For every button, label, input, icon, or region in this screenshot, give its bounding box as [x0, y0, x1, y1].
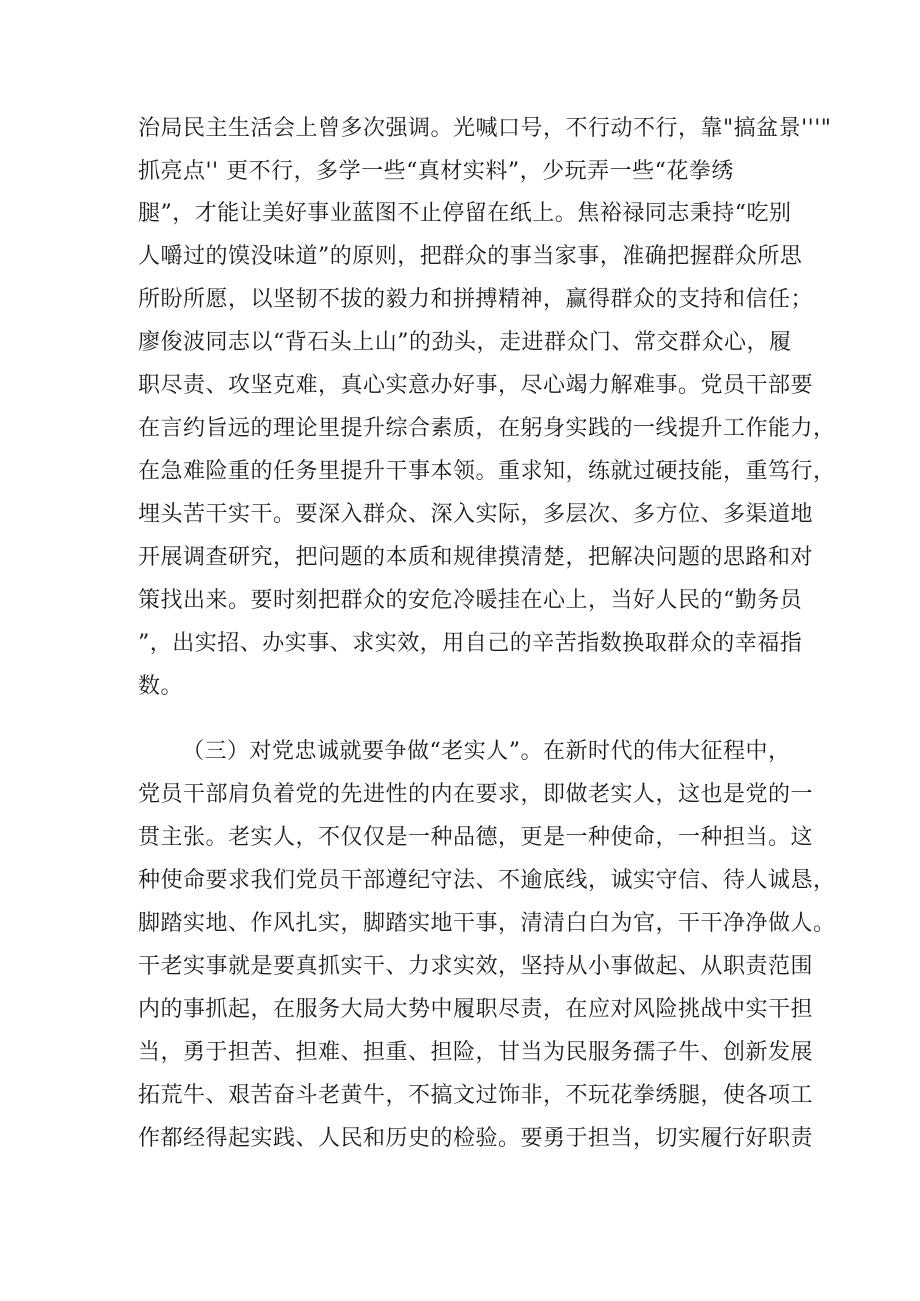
text-line: 所盼所愿，以坚韧不拔的毅力和拼搏精神，赢得群众的支持和信任； — [138, 287, 814, 312]
text-line: 种使命要求我们党员干部遵纪守法、不逾底线，诚实守信、待人诚恳， — [138, 868, 836, 893]
text-line: 在言约旨远的理论里提升综合素质，在躬身实践的一线提升工作能力， — [138, 416, 836, 441]
text-line: 作都经得起实践、人民和历史的检验。要勇于担当，切实履行好职责 — [138, 1126, 814, 1151]
text-line: 廖俊波同志以“背石头上山”的劲头，走进群众门、常交群众心，履 — [138, 330, 792, 355]
text-line: 数。 — [138, 674, 184, 699]
text-line: 腿”，才能让美好事业蓝图不止停留在纸上。焦裕禄同志秉持“吃别 — [138, 201, 792, 226]
text-line: 策找出来。要时刻把群众的安危冷暖挂在心上，当好人民的“勤务员 — [138, 588, 803, 613]
text-line: 职尽责、攻坚克难，真心实意办好事，尽心竭力解难事。党员干部要 — [138, 373, 814, 398]
section-heading-line: （三）对党忠诚就要争做“老实人”。在新时代的伟大征程中， — [182, 739, 791, 764]
text-line: 党员干部肩负着党的先进性的内在要求，即做老实人，这也是党的一 — [138, 782, 814, 807]
text-line: 开展调查研究，把问题的本质和规律摸清楚，把解决问题的思路和对 — [138, 545, 814, 570]
text-line: 抓亮点'' 更不行，多学一些“真材实料”，少玩弄一些“花拳绣 — [138, 159, 734, 184]
text-line: 干老实事就是要真抓实干、力求实效，坚持从小事做起、从职责范围 — [138, 954, 814, 979]
text-line: 埋头苦干实干。要深入群众、深入实际，多层次、多方位、多渠道地 — [138, 502, 814, 527]
text-line: 内的事抓起，在服务大局大势中履职尽责，在应对风险挑战中实干担 — [138, 997, 814, 1022]
text-line: 脚踏实地、作风扎实，脚踏实地干事，清清白白为官，干干净净做人。 — [138, 911, 836, 936]
text-line: ”，出实招、办实事、求实效，用自己的辛苦指数换取群众的幸福指 — [138, 631, 803, 656]
text-line: 人嚼过的馍没味道”的原则，把群众的事当家事，准确把握群众所思 — [138, 244, 803, 269]
text-line: 贯主张。老实人，不仅仅是一种品德，更是一种使命，一种担当。这 — [138, 825, 814, 850]
text-line: 当，勇于担苦、担难、担重、担险，甘当为民服务孺子牛、创新发展 — [138, 1040, 814, 1065]
text-line: 拓荒牛、艰苦奋斗老黄牛，不搞文过饰非，不玩花拳绣腿，使各项工 — [138, 1083, 814, 1108]
text-line: 治局民主生活会上曾多次强调。光喊口号，不行动不行，靠"搞盆景'''" — [138, 116, 832, 141]
text-line: 在急难险重的任务里提升干事本领。重求知，练就过硬技能，重笃行， — [138, 459, 836, 484]
